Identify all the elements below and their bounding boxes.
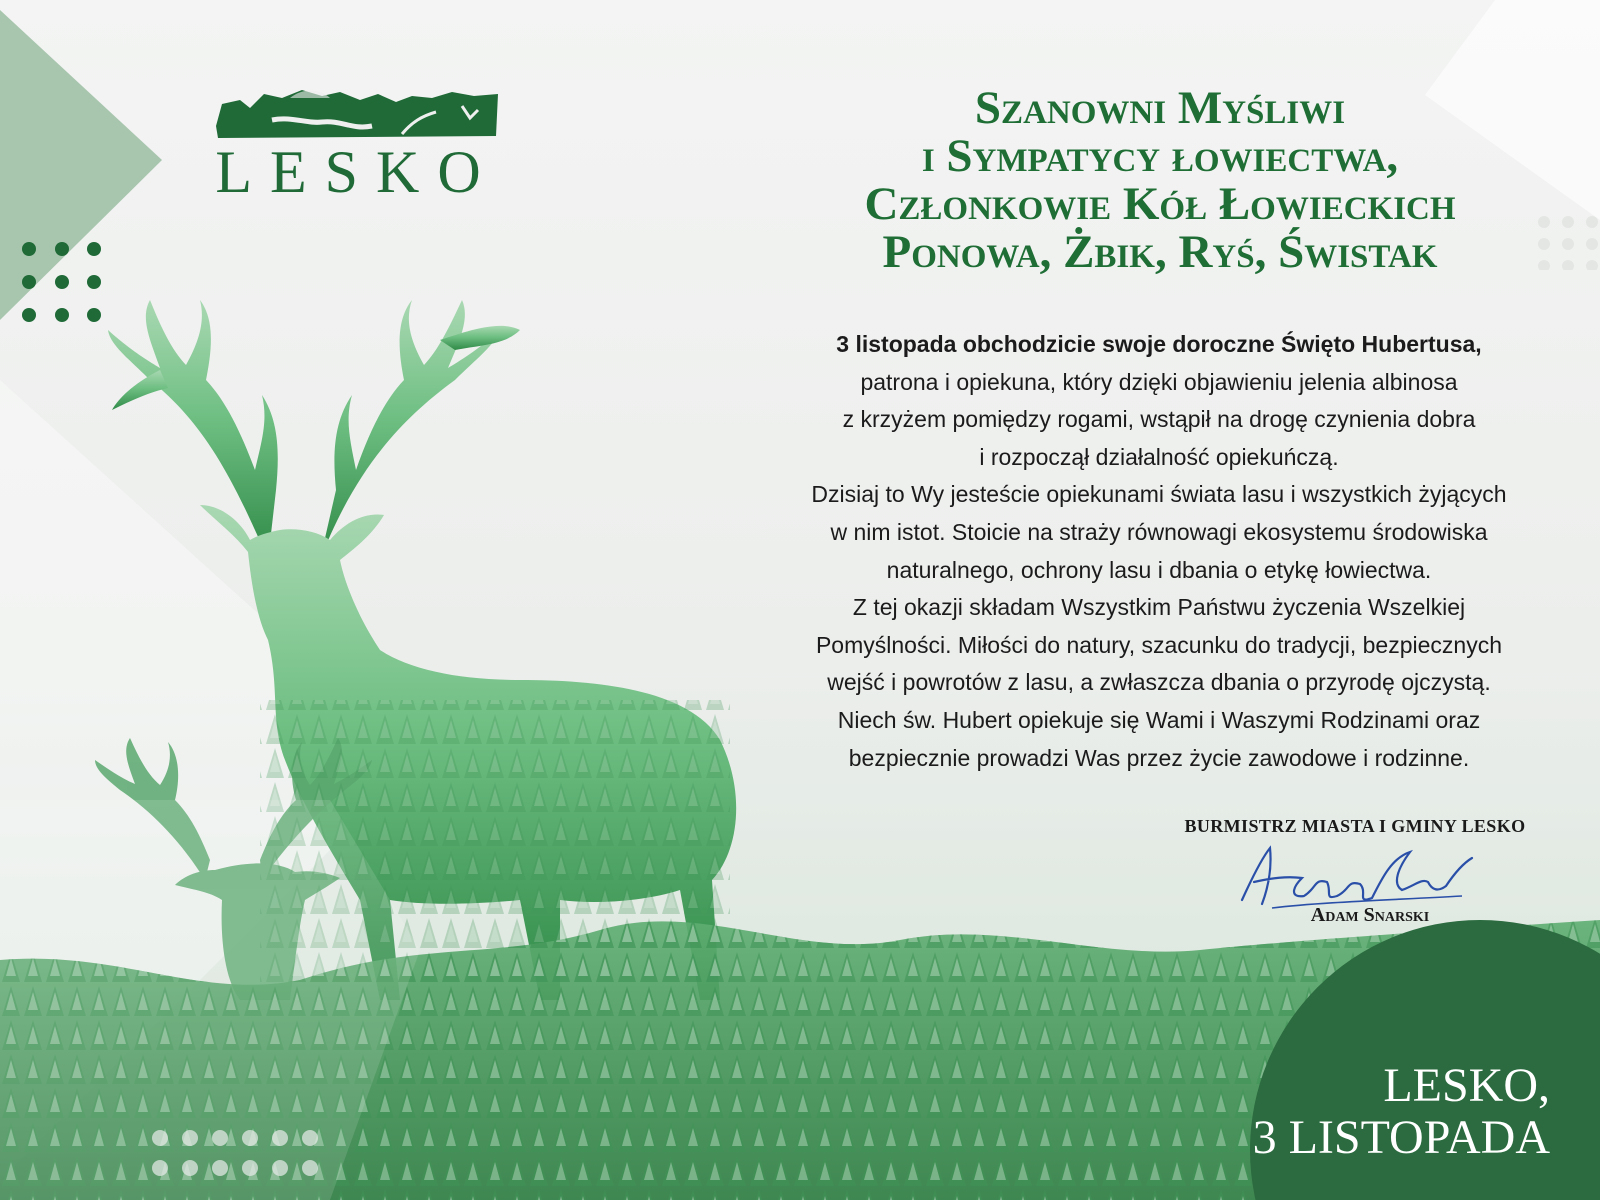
body-line: naturalnego, ochrony lasu i dbania o etykę łowiectwa. bbox=[886, 556, 1432, 583]
lesko-landscape-logo bbox=[212, 86, 502, 146]
body-line: Niech św. Hubert opiekuje się Wami i Waszymi Rodzinami oraz bbox=[837, 706, 1481, 733]
body-line: Z tej okazji składam Wszystkim Państwu życzenia Wszelkiej bbox=[852, 594, 1466, 621]
greeting-heading bbox=[770, 84, 1550, 276]
signature-title: BURMISTRZ MIASTA I GMINY LESKO bbox=[1184, 816, 1526, 836]
heading-line: Członkowie Kół Łowieckich bbox=[864, 178, 1456, 230]
body-line: z krzyżem pomiędzy rogami, wstąpił na drogę czynienia dobra bbox=[842, 406, 1476, 433]
logo-text: LESKO bbox=[215, 139, 499, 205]
date-line: 3 LISTOPADA bbox=[1252, 1111, 1550, 1164]
heading-line: Ponowa, Żbik, Ryś, Świstak bbox=[882, 226, 1438, 278]
lesko-logo bbox=[212, 86, 502, 205]
place-line: LESKO, bbox=[1383, 1059, 1550, 1112]
body-line: patrona i opiekuna, który dzięki objawieniu jelenia albinosa bbox=[860, 368, 1458, 395]
lead-sentence: 3 listopada obchodzicie swoje doroczne Święto Hubertusa, bbox=[836, 331, 1482, 357]
dot-grid-pattern-bottom bbox=[148, 1124, 328, 1200]
heading-line: i Sympatycy łowiectwa, bbox=[921, 130, 1399, 182]
body-line: Pomyślności. Miłości do natury, szacunku do tradycji, bezpiecznych bbox=[815, 631, 1503, 658]
place-date bbox=[1170, 1060, 1550, 1164]
body-line: w nim istot. Stoicie na straży równowagi ekosystemu środowiska bbox=[830, 518, 1488, 545]
greeting-body bbox=[770, 326, 1548, 777]
body-line: wejść i powrotów z lasu, a zwłaszcza dbania o przyrodę ojczystą. bbox=[827, 669, 1491, 696]
body-line: i rozpoczął działalność opiekuńczą. bbox=[979, 443, 1339, 470]
signatory-name: Adam Snarski bbox=[1310, 904, 1430, 926]
dot-grid-pattern bbox=[14, 236, 114, 326]
body-line: bezpiecznie prowadzi Was przez życie zawodowe i rodzinne. bbox=[848, 744, 1470, 771]
heading-line: Szanowni Myśliwi bbox=[974, 82, 1346, 134]
body-line: Dzisiaj to Wy jesteście opiekunami świata lasu i wszystkich żyjących bbox=[811, 481, 1507, 508]
